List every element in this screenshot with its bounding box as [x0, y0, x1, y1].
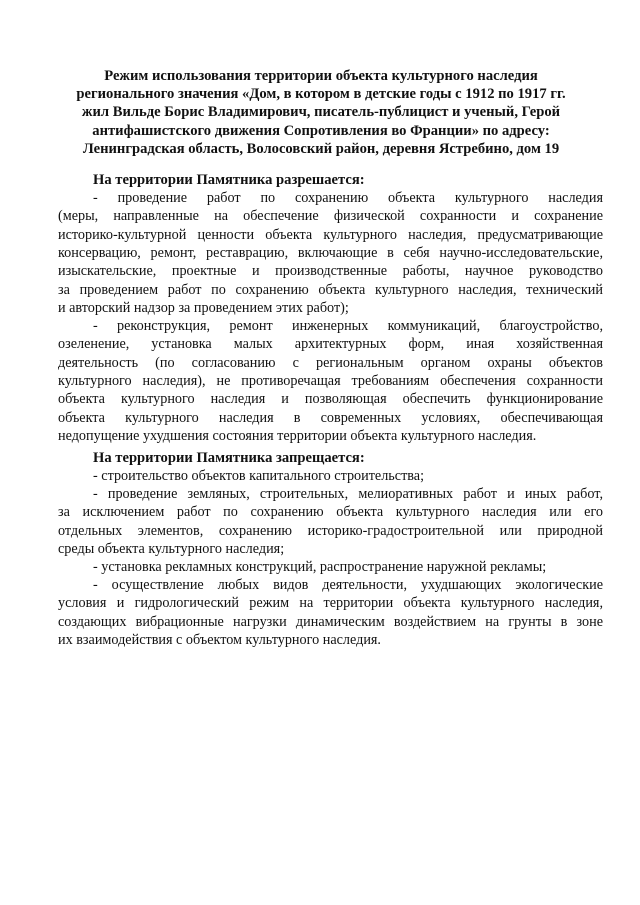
paragraph-line: среды объекта культурного наследия; [58, 541, 285, 558]
paragraph-line: недопущение ухудшения состояния территории объекта культурного наследия. [58, 428, 537, 445]
paragraph-line: культурного наследия), не противоречащая требованиям обеспечения сохранности [58, 373, 603, 390]
paragraph-line: отдельных элементов, сохранению историко-градостроительной или природной [58, 522, 603, 539]
paragraph-line: деятельность (по согласованию с региональным органом охраны объектов [58, 354, 603, 371]
paragraph-line: объекта культурного наследия в современных условиях, обеспечивающая [58, 409, 603, 426]
paragraph-line: за исключением работ по сохранению объекта культурного наследия или его [58, 504, 603, 521]
paragraph-line: историко-культурной ценности объекта культурного наследия, предусматривающие [58, 226, 603, 243]
paragraph-line: - строительство объектов капитального строительства; [93, 468, 425, 484]
paragraph-line: условия и гидрологический режим на территории объекта культурного наследия, [58, 595, 603, 612]
paragraph-line: и авторский надзор за проведением этих работ); [58, 300, 349, 317]
paragraph-line: - установка рекламных конструкций, распространение наружной рекламы; [93, 559, 547, 575]
paragraph-line: консервацию, ремонт, реставрацию, включающие в себя научно-исследовательские, [58, 245, 603, 262]
paragraph-line: озеленение, установка малых архитектурных форм, иная хозяйственная [58, 336, 603, 353]
title-line: Ленинградская область, Волосовский район, деревня Ястребино, дом 19 [82, 140, 560, 157]
title-line: жил Вильде Борис Владимирович, писатель-публицист и ученый, Герой [81, 104, 561, 121]
allowed-item [58, 317, 603, 445]
paragraph-line: создающих вибрационные нагрузки динамическим воздействием на грунты в зоне [58, 613, 603, 630]
paragraph-line: изыскательские, проектные и производственные работы, научное руководство [58, 263, 603, 280]
title-line: Режим использования территории объекта культурного наследия [104, 68, 538, 84]
paragraph-line: - проведение земляных, строительных, мелиоративных работ и иных работ, [93, 486, 603, 502]
forbidden-item [58, 467, 603, 485]
paragraph-line: за проведением работ по сохранению объекта культурного наследия, технический [58, 281, 603, 298]
forbidden-item [58, 558, 603, 576]
forbidden-item [58, 485, 603, 558]
paragraph-line: - реконструкция, ремонт инженерных коммуникаций, благоустройство, [93, 318, 603, 334]
paragraph-line: (меры, направленные на обеспечение физической сохранности и сохранение [58, 208, 603, 225]
forbidden-heading: На территории Памятника запрещается: [93, 450, 365, 466]
paragraph-line: - проведение работ по сохранению объекта культурного наследия [93, 190, 603, 206]
forbidden-item [58, 576, 603, 649]
document-title [58, 67, 584, 158]
paragraph-line: - осуществление любых видов деятельности, ухудшающих экологические [93, 577, 603, 593]
title-line: антифашистского движения Сопротивления во Франции» по адресу: [92, 122, 550, 139]
title-line: регионального значения «Дом, в котором в детские годы с 1912 по 1917 гг. [76, 86, 566, 103]
paragraph-line: объекта культурного наследия и позволяющая обеспечить функционирование [58, 391, 603, 408]
allowed-heading: На территории Памятника разрешается: [93, 172, 365, 188]
paragraph-line: их взаимодействия с объектом культурного наследия. [58, 632, 381, 649]
allowed-item [58, 189, 603, 317]
